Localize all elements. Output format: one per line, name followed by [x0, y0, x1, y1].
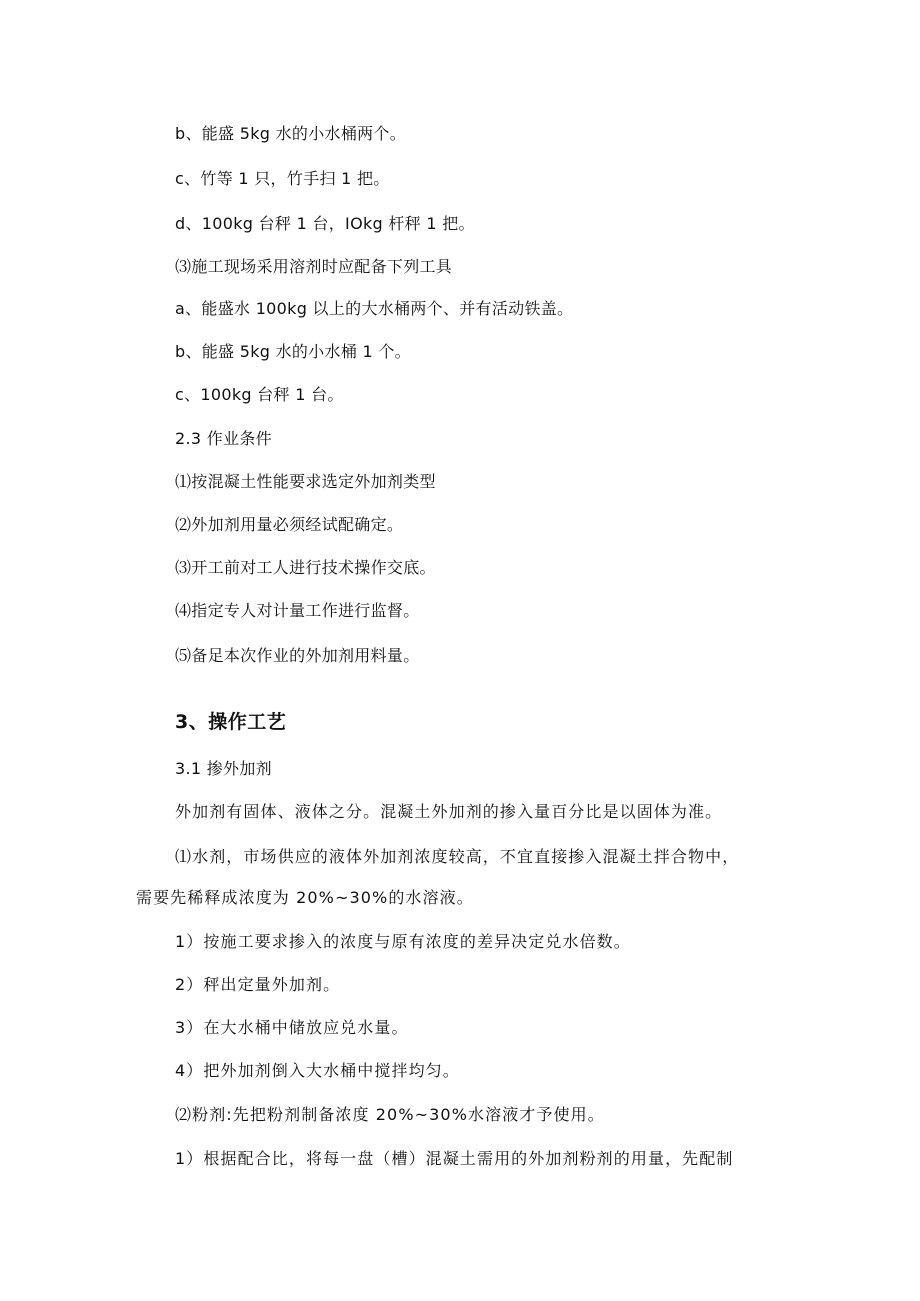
paragraph-liquid-admixture-cont: 需要先稀释成浓度为 20%~30%的水溶液。 [136, 888, 474, 907]
liquid-step-2: 2）秤出定量外加剂。 [175, 975, 341, 994]
paragraph-admixture-types: 外加剂有固体、液体之分。混凝土外加剂的掺入量百分比是以固体为准。 [175, 802, 723, 821]
tool-item-c-broom: c、竹等 1 只，竹手扫 1 把。 [175, 169, 390, 188]
liquid-step-4: 4）把外加剂倒入大水桶中搅拌均匀。 [175, 1061, 460, 1080]
powder-step-1: 1）根据配合比，将每一盘（槽）混凝土需用的外加剂粉剂的用量，先配制 [175, 1149, 734, 1168]
solvent-tool-c-scale: c、100kg 台秤 1 台。 [175, 385, 344, 404]
condition-3: ⑶开工前对工人进行技术操作交底。 [175, 558, 436, 577]
tool-item-b-bucket: b、能盛 5kg 水的小水桶两个。 [175, 124, 407, 143]
tool-item-d-scales: d、100kg 台秤 1 台，IOkg 杆秤 1 把。 [175, 214, 475, 233]
condition-2: ⑵外加剂用量必须经试配确定。 [175, 515, 404, 534]
condition-4: ⑷指定专人对计量工作进行监督。 [175, 601, 420, 620]
solvent-tool-a-large-bucket: a、能盛水 100kg 以上的大水桶两个、并有活动铁盖。 [175, 299, 574, 318]
liquid-step-3: 3）在大水桶中储放应兑水量。 [175, 1018, 409, 1037]
condition-1: ⑴按混凝土性能要求选定外加剂类型 [175, 472, 436, 491]
solvent-tool-b-small-bucket: b、能盛 5kg 水的小水桶 1 个。 [175, 342, 411, 361]
section-heading-operation-process: 3、操作工艺 [175, 711, 287, 733]
condition-5: ⑸备足本次作业的外加剂用料量。 [175, 646, 420, 665]
liquid-step-1: 1）按施工要求掺入的浓度与原有浓度的差异决定兑水倍数。 [175, 932, 631, 951]
subsection-heading-admixture: 3.1 掺外加剂 [175, 759, 272, 778]
work-conditions-heading: 2.3 作业条件 [175, 429, 272, 448]
solvent-tools-heading: ⑶施工现场采用溶剂时应配备下列工具 [175, 257, 453, 276]
paragraph-liquid-admixture: ⑴水剂，市场供应的液体外加剂浓度较高，不宜直接掺入混凝土拌合物中， [175, 847, 740, 866]
paragraph-powder-admixture: ⑵粉剂:先把粉剂制备浓度 20%~30%水溶液才予使用。 [175, 1105, 605, 1124]
